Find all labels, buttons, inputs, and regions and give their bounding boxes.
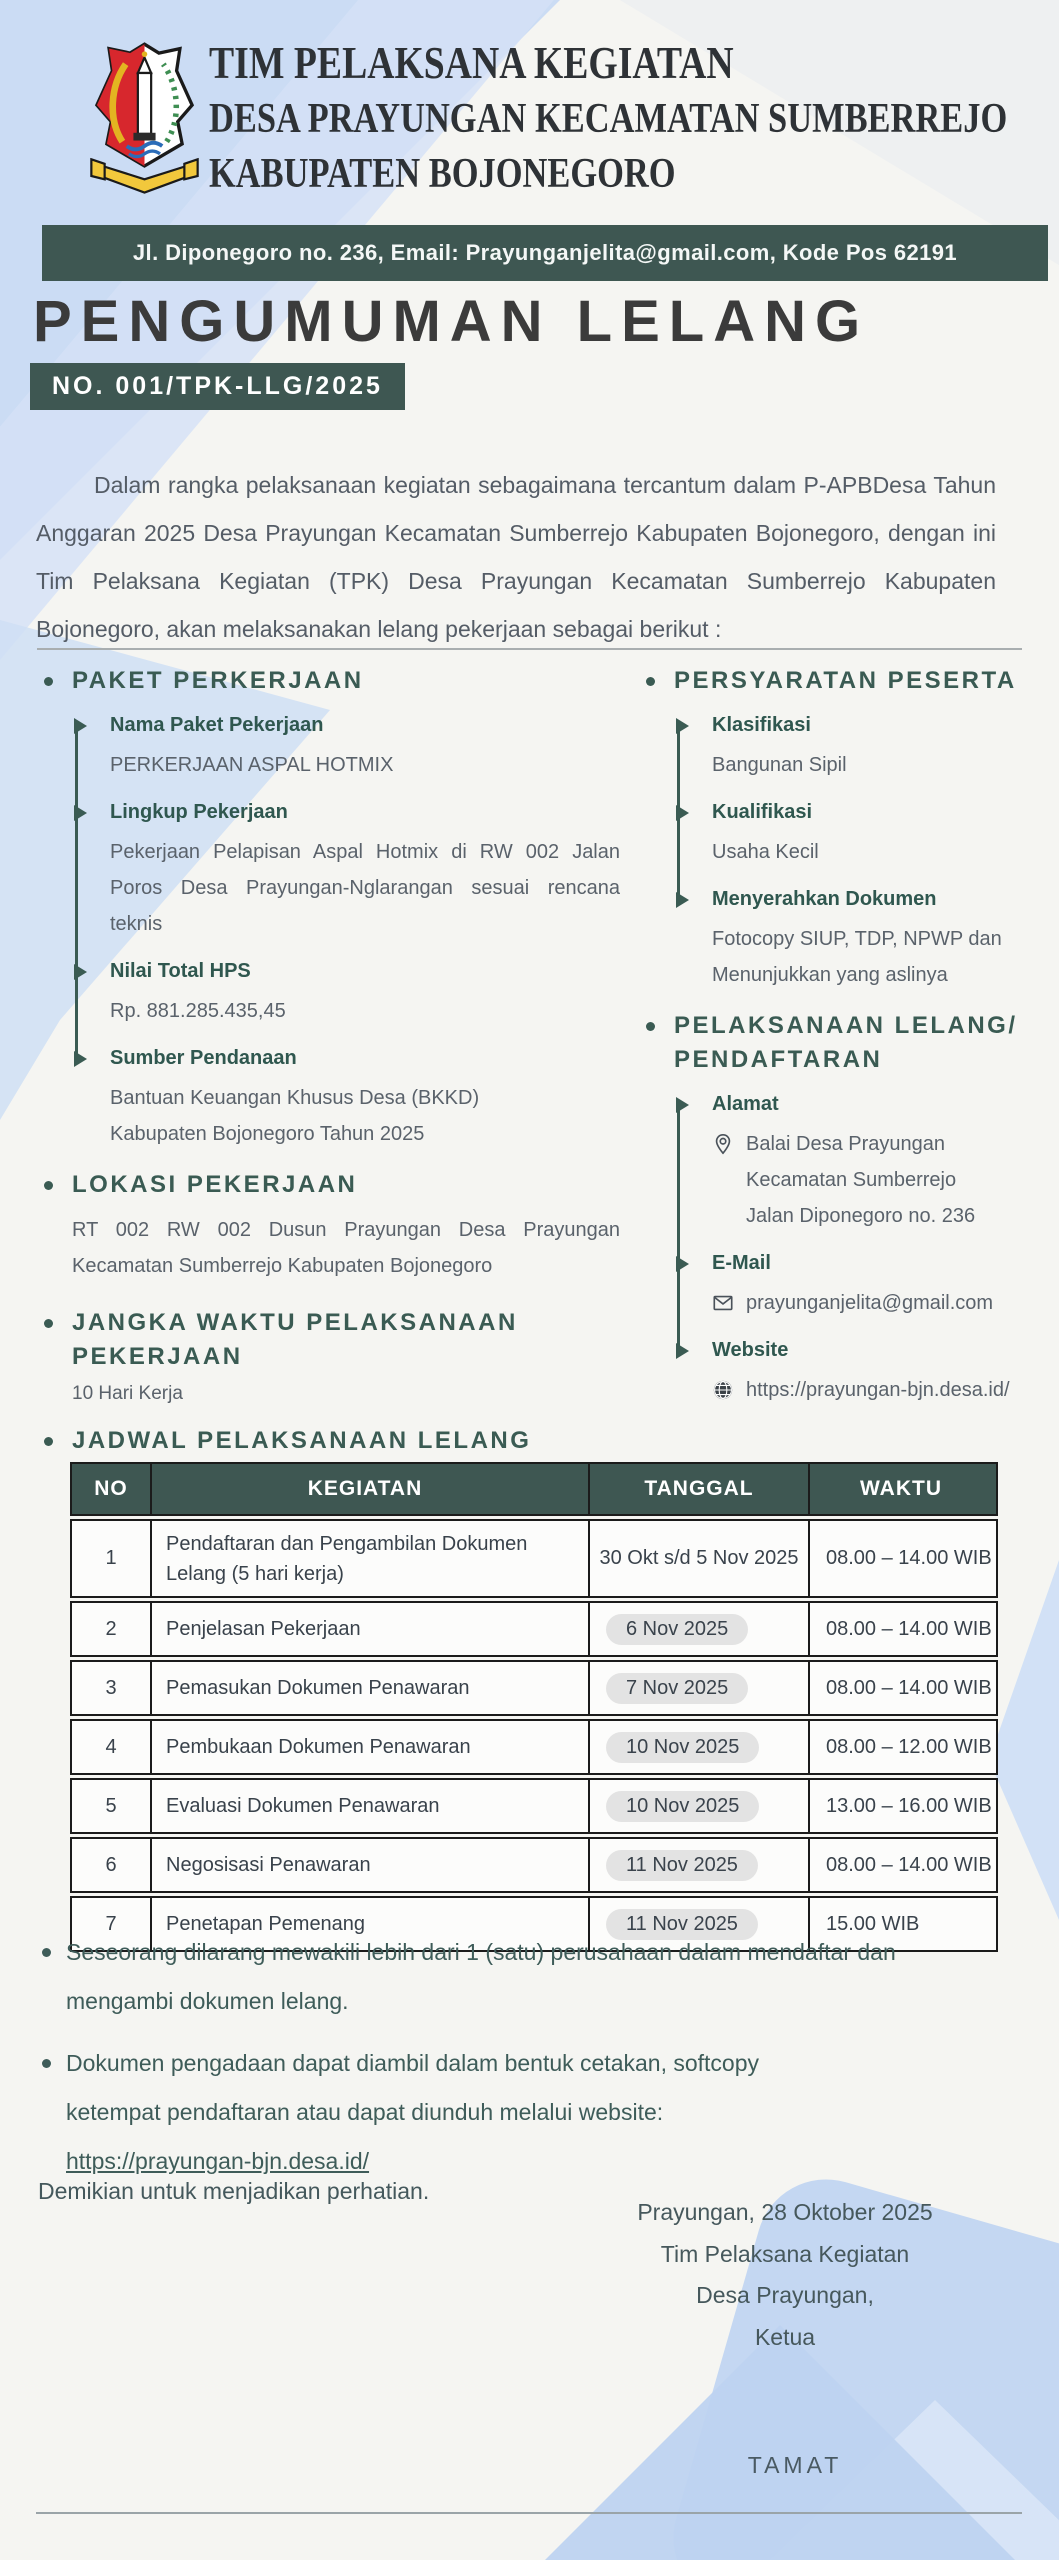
table-row (70, 1778, 998, 1834)
right-column (638, 664, 1030, 1424)
cell-waktu: 08.00 – 14.00 WIB (826, 1676, 992, 1699)
list-item (676, 712, 1030, 783)
closing-remark: Demikian untuk menjadikan perhatian. (38, 2178, 430, 2204)
alamat-line: Balai Desa Prayungan (746, 1133, 946, 1155)
envelope-icon (712, 1292, 734, 1314)
alamat-line: Kecamatan Sumberrejo (746, 1169, 957, 1191)
list-item (74, 712, 620, 783)
list-item (74, 799, 620, 942)
list-item (74, 1045, 620, 1152)
date-pill: 11 Nov 2025 (606, 1909, 758, 1940)
item-label: Kualifikasi (712, 801, 813, 823)
bottom-divider (36, 2512, 1022, 2514)
cell-waktu: 15.00 WIB (826, 1912, 920, 1935)
org-name-line1: TIM PELAKSANA KEGIATAN (209, 37, 734, 88)
jangka-body: 10 Hari Kerja (72, 1383, 183, 1404)
date-pill: 10 Nov 2025 (606, 1791, 759, 1822)
left-column (36, 664, 620, 1458)
lokasi-body: RT 002 RW 002 Dusun Prayungan Desa Prayungan Kecamatan Sumberrejo Kabupaten Bojonegoro (72, 1219, 620, 1277)
cell-kegiatan: Negosisasi Penawaran (152, 1839, 590, 1891)
address-bar: Jl. Diponegoro no. 236, Email: Prayunganjelita@gmail.com, Kode Pos 62191 (42, 225, 1048, 281)
cell-kegiatan: Pendaftaran dan Pengambilan Dokumen Lelang (5 hari kerja) (152, 1521, 590, 1596)
date-pill: 11 Nov 2025 (606, 1850, 758, 1881)
star (142, 51, 148, 57)
table-row (70, 1719, 998, 1775)
location-pin-icon (712, 1133, 734, 1155)
alamat-value (712, 1126, 1030, 1234)
signature-org: Tim Pelaksana Kegiatan (660, 2240, 910, 2267)
cell-waktu: 13.00 – 16.00 WIB (826, 1794, 992, 1817)
website-link[interactable]: https://prayungan-bjn.desa.id/ (66, 2148, 370, 2174)
alamat-line: Jalan Diponegoro no. 236 (746, 1205, 976, 1227)
cell-no: 3 (72, 1662, 152, 1714)
website-value (712, 1372, 1030, 1408)
cell-kegiatan: Pemasukan Dokumen Penawaran (152, 1662, 590, 1714)
paket-item-list (74, 712, 620, 1152)
ribbon-banner (102, 166, 186, 193)
section-heading-persyaratan: PERSYARATAN PESERTA (638, 664, 1030, 698)
item-label: Website (712, 1339, 789, 1361)
signature-village: Desa Prayungan, (696, 2282, 874, 2308)
item-value: Fotocopy SIUP, TDP, NPWP dan Menunjukkan yang aslinya (712, 928, 1002, 986)
globe-icon (712, 1379, 734, 1401)
table-row (70, 1660, 998, 1716)
list-item (676, 1091, 1030, 1234)
cell-tanggal (590, 1839, 810, 1891)
note-text: Seseorang dilarang mewakili lebih dari 1 (satu) perusahaan dalam mendaftar dan mengambi dokumen lelang. (66, 1939, 896, 2014)
item-value: Bangunan Sipil (712, 754, 847, 776)
column-header-tanggal: TANGGAL (590, 1464, 810, 1514)
email-value (712, 1285, 1030, 1321)
cell-tanggal: 30 Okt s/d 5 Nov 2025 (590, 1521, 810, 1596)
column-header-no: NO (72, 1464, 152, 1514)
organization-header (209, 34, 1059, 202)
column-header-waktu: WAKTU (860, 1477, 942, 1500)
announcement-number-badge: NO. 001/TPK-LLG/2025 (30, 363, 405, 410)
email-text: prayunganjelita@gmail.com (746, 1292, 994, 1314)
cell-no: 7 (72, 1898, 152, 1950)
item-label: E-Mail (712, 1252, 771, 1274)
intro-paragraph: Dalam rangka pelaksanaan kegiatan sebagaimana tercantum dalam P-APBDesa Tahun Anggaran 2025 Desa Prayungan Kecamatan Sumberrejo Kabupaten Bojonegoro, dengan ini Tim Pelaksana Kegiatan (TPK) Desa Prayungan Kecamatan Sumberrejo Kabupaten Bojonegoro, akan melaksanakan lelang pekerjaan sebagai berikut : (36, 472, 996, 642)
tower-base (133, 133, 155, 141)
date-pill: 10 Nov 2025 (606, 1732, 759, 1763)
item-label: Menyerahkan Dokumen (712, 888, 937, 910)
cell-kegiatan: Penetapan Pemenang (152, 1898, 590, 1950)
section-heading-lokasi: LOKASI PEKERJAAN (36, 1168, 620, 1202)
cell-no: 5 (72, 1780, 152, 1832)
section-heading-jadwal: JADWAL PELAKSANAAN LELANG (36, 1424, 620, 1458)
tower (138, 73, 151, 134)
cell-waktu: 08.00 – 14.00 WIB (826, 1547, 992, 1569)
table-row (70, 1601, 998, 1657)
signature-role: Ketua (754, 2323, 816, 2350)
cell-tanggal (590, 1721, 810, 1773)
item-value: Usaha Kecil (712, 841, 819, 863)
page-title: PENGUMUMAN LELANG (33, 289, 870, 354)
section-divider (37, 648, 1022, 650)
cell-tanggal (590, 1603, 810, 1655)
item-label: Nama Paket Pekerjaan (110, 714, 324, 736)
note-item (36, 2039, 986, 2186)
notes-list (36, 1928, 986, 2199)
note-text: ketempat pendaftaran atau dapat diunduh melalui website: (66, 2099, 664, 2125)
cell-tanggal (590, 1662, 810, 1714)
list-item (676, 799, 1030, 870)
pelaksanaan-item-list (676, 1091, 1030, 1408)
item-label: Lingkup Pekerjaan (110, 801, 288, 823)
cell-no: 4 (72, 1721, 152, 1773)
website-text: https://prayungan-bjn.desa.id/ (746, 1379, 1010, 1401)
ribbon-left-tail (91, 159, 104, 179)
org-name-line2: DESA PRAYUNGAN KECAMATAN SUMBERREJO (209, 96, 1008, 142)
item-label: Klasifikasi (712, 714, 811, 736)
table-header-row (70, 1462, 998, 1516)
note-item (36, 1928, 986, 2026)
cell-tanggal (590, 1780, 810, 1832)
note-text: Dokumen pengadaan dapat diambil dalam bentuk cetakan, softcopy (66, 2050, 760, 2076)
item-label: Nilai Total HPS (110, 960, 251, 982)
cell-waktu: 08.00 – 14.00 WIB (826, 1853, 992, 1876)
cell-kegiatan: Evaluasi Dokumen Penawaran (152, 1780, 590, 1832)
cell-kegiatan: Pembukaan Dokumen Penawaran (152, 1721, 590, 1773)
table-row (70, 1837, 998, 1893)
item-label: Alamat (712, 1093, 779, 1115)
cell-no: 1 (72, 1521, 152, 1596)
cell-no: 2 (72, 1603, 152, 1655)
list-item (676, 1250, 1030, 1321)
section-heading-paket: PAKET PERKERJAAN (36, 664, 620, 698)
item-value: Rp. 881.285.435,45 (110, 1000, 286, 1022)
date-pill: 7 Nov 2025 (606, 1673, 748, 1704)
end-marker: TAMAT (747, 2452, 843, 2478)
section-heading-jangka: JANGKA WAKTU PELAKSANAAN PEKERJAAN (36, 1306, 620, 1374)
table-row (70, 1519, 998, 1598)
signature-place-date: Prayungan, 28 Oktober 2025 (637, 2199, 933, 2225)
list-item (676, 886, 1030, 993)
item-value: Bantuan Keuangan Khusus Desa (BKKD) Kabupaten Bojonegoro Tahun 2025 (110, 1087, 480, 1145)
cell-kegiatan: Penjelasan Pekerjaan (152, 1603, 590, 1655)
schedule-table (70, 1462, 998, 1952)
org-name-line3: KABUPATEN BOJONEGORO (209, 151, 676, 197)
item-value: PERKERJAAN ASPAL HOTMIX (110, 754, 394, 776)
background-decoration-right-middle (989, 1560, 1059, 1920)
column-header-kegiatan: KEGIATAN (152, 1464, 590, 1514)
item-label: Sumber Pendanaan (110, 1047, 297, 1069)
cell-waktu: 08.00 – 14.00 WIB (826, 1617, 992, 1640)
section-heading-pelaksanaan: PELAKSANAAN LELANG/ PENDAFTARAN (638, 1009, 1030, 1077)
item-value: Pekerjaan Pelapisan Aspal Hotmix di RW 002 Jalan Poros Desa Prayungan-Nglarangan sesuai rencana teknis (110, 841, 620, 935)
persyaratan-item-list (676, 712, 1030, 993)
ribbon-right-tail (184, 159, 197, 179)
date-pill: 6 Nov 2025 (606, 1614, 748, 1645)
cell-waktu: 08.00 – 12.00 WIB (826, 1735, 992, 1758)
bojonegoro-coat-of-arms-logo (87, 42, 202, 197)
signature-block (600, 2192, 970, 2358)
list-item (676, 1337, 1030, 1408)
cell-no: 6 (72, 1839, 152, 1891)
list-item (74, 958, 620, 1029)
